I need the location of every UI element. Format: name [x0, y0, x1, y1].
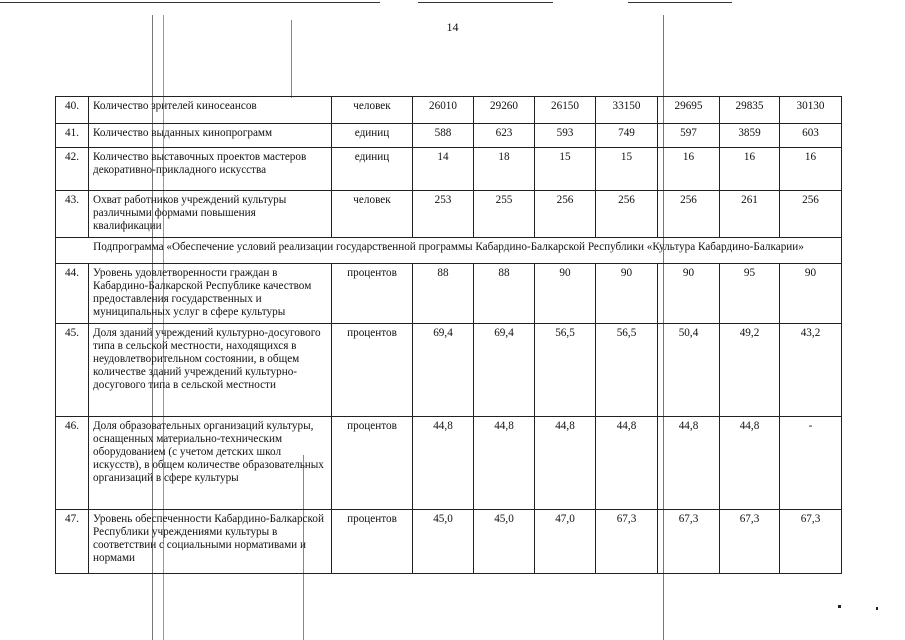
indicator-value: 56,5	[535, 324, 596, 417]
table-row	[56, 191, 842, 238]
scan-line-top-mid	[418, 2, 553, 3]
page-number: 14	[446, 20, 459, 34]
indicator-name: Количество выставочных проектов мастеров декоративно-прикладного искусства	[89, 148, 332, 191]
indicator-value: 44,8	[720, 417, 780, 510]
table-row	[56, 124, 842, 148]
indicator-value: 749	[596, 124, 658, 148]
indicator-value: 3859	[720, 124, 780, 148]
row-number: 46.	[56, 417, 89, 510]
indicator-value: 16	[658, 148, 720, 191]
indicator-name: Охват работников учреждений культуры различными формами повышения квалификации	[89, 191, 332, 238]
indicator-value: 90	[535, 264, 596, 324]
row-number: 40.	[56, 97, 89, 124]
unit-of-measure: человек	[332, 97, 413, 124]
subprogram-title: Подпрограмма «Обеспечение условий реализации государственной программы Кабардино-Балкарской Республики «Культура Кабардино-Балкарии»	[56, 238, 842, 264]
unit-of-measure: процентов	[332, 324, 413, 417]
indicator-name: Уровень удовлетворенности граждан в Кабардино-Балкарской Республике качеством предоставления государственных и муниципальных услуг в сфере культуры	[89, 264, 332, 324]
indicator-value: 33150	[596, 97, 658, 124]
indicator-value: 56,5	[596, 324, 658, 417]
indicator-value: 253	[413, 191, 474, 238]
scan-speck-2	[876, 607, 878, 610]
indicator-value: 16	[780, 148, 842, 191]
indicator-value: 588	[413, 124, 474, 148]
row-number: 41.	[56, 124, 89, 148]
unit-of-measure: единиц	[332, 148, 413, 191]
indicator-value: 26010	[413, 97, 474, 124]
indicator-value: 90	[596, 264, 658, 324]
scan-line-top-left	[0, 2, 380, 3]
indicator-name: Доля образовательных организаций культуры, оснащенных материально-техническим оборудованием (с учетом детских школ искусств), в общем количестве образовательных организаций в сфере культуры	[89, 417, 332, 510]
indicator-name: Доля зданий учреждений культурно-досугового типа в сельской местности, находящихся в неудовлетворительном состоянии, в общем количестве зданий учреждений культурно-досугового типа в сельской местности	[89, 324, 332, 417]
unit-of-measure: процентов	[332, 264, 413, 324]
indicator-name: Количество зрителей киносеансов	[89, 97, 332, 124]
indicator-value: 69,4	[413, 324, 474, 417]
indicator-value: 18	[474, 148, 535, 191]
indicator-value: 261	[720, 191, 780, 238]
table-row	[56, 264, 842, 324]
indicator-value: 597	[658, 124, 720, 148]
unit-of-measure: процентов	[332, 510, 413, 574]
indicator-value: 623	[474, 124, 535, 148]
indicator-name: Количество выданных кинопрограмм	[89, 124, 332, 148]
indicator-value: 16	[720, 148, 780, 191]
row-number: 47.	[56, 510, 89, 574]
indicator-value: 29835	[720, 97, 780, 124]
unit-of-measure: процентов	[332, 417, 413, 510]
indicator-value: 30130	[780, 97, 842, 124]
indicator-value: 67,3	[596, 510, 658, 574]
indicator-value: 15	[535, 148, 596, 191]
table-row	[56, 510, 842, 574]
indicator-value: 44,8	[413, 417, 474, 510]
indicator-value: 67,3	[780, 510, 842, 574]
indicator-value: 50,4	[658, 324, 720, 417]
table-row	[56, 97, 842, 124]
unit-of-measure: человек	[332, 191, 413, 238]
indicator-value: 90	[658, 264, 720, 324]
indicator-value: 67,3	[720, 510, 780, 574]
indicator-value: 44,8	[596, 417, 658, 510]
indicator-value: 45,0	[474, 510, 535, 574]
indicator-value: 45,0	[413, 510, 474, 574]
indicator-value: 593	[535, 124, 596, 148]
indicator-value: 88	[474, 264, 535, 324]
indicator-value: 95	[720, 264, 780, 324]
indicator-value: 29260	[474, 97, 535, 124]
indicator-value: 256	[658, 191, 720, 238]
scan-line-top-right	[628, 2, 732, 3]
indicator-value: 43,2	[780, 324, 842, 417]
indicator-value: 256	[780, 191, 842, 238]
table-row	[56, 417, 842, 510]
row-number: 42.	[56, 148, 89, 191]
indicator-value: 15	[596, 148, 658, 191]
row-number: 45.	[56, 324, 89, 417]
indicator-value: 256	[596, 191, 658, 238]
indicator-name: Уровень обеспеченности Кабардино-Балкарской Республики учреждениями культуры в соответствии с социальными нормативами и нормами	[89, 510, 332, 574]
indicator-value: 69,4	[474, 324, 535, 417]
indicator-value: 90	[780, 264, 842, 324]
indicator-value: 29695	[658, 97, 720, 124]
row-number: 44.	[56, 264, 89, 324]
table-row	[56, 148, 842, 191]
indicator-value: 49,2	[720, 324, 780, 417]
table-subheader-row	[56, 238, 842, 264]
indicator-value: 47,0	[535, 510, 596, 574]
indicator-value: 44,8	[658, 417, 720, 510]
indicator-value: 88	[413, 264, 474, 324]
indicator-value: 44,8	[474, 417, 535, 510]
scan-speck-1	[838, 605, 841, 608]
indicator-value: 14	[413, 148, 474, 191]
indicator-value: 603	[780, 124, 842, 148]
unit-of-measure: единиц	[332, 124, 413, 148]
indicator-value: 256	[535, 191, 596, 238]
indicator-value: -	[780, 417, 842, 510]
indicator-value: 67,3	[658, 510, 720, 574]
row-number: 43.	[56, 191, 89, 238]
indicator-value: 255	[474, 191, 535, 238]
indicator-value: 26150	[535, 97, 596, 124]
indicator-value: 44,8	[535, 417, 596, 510]
table-row	[56, 324, 842, 417]
indicators-table	[55, 96, 842, 574]
